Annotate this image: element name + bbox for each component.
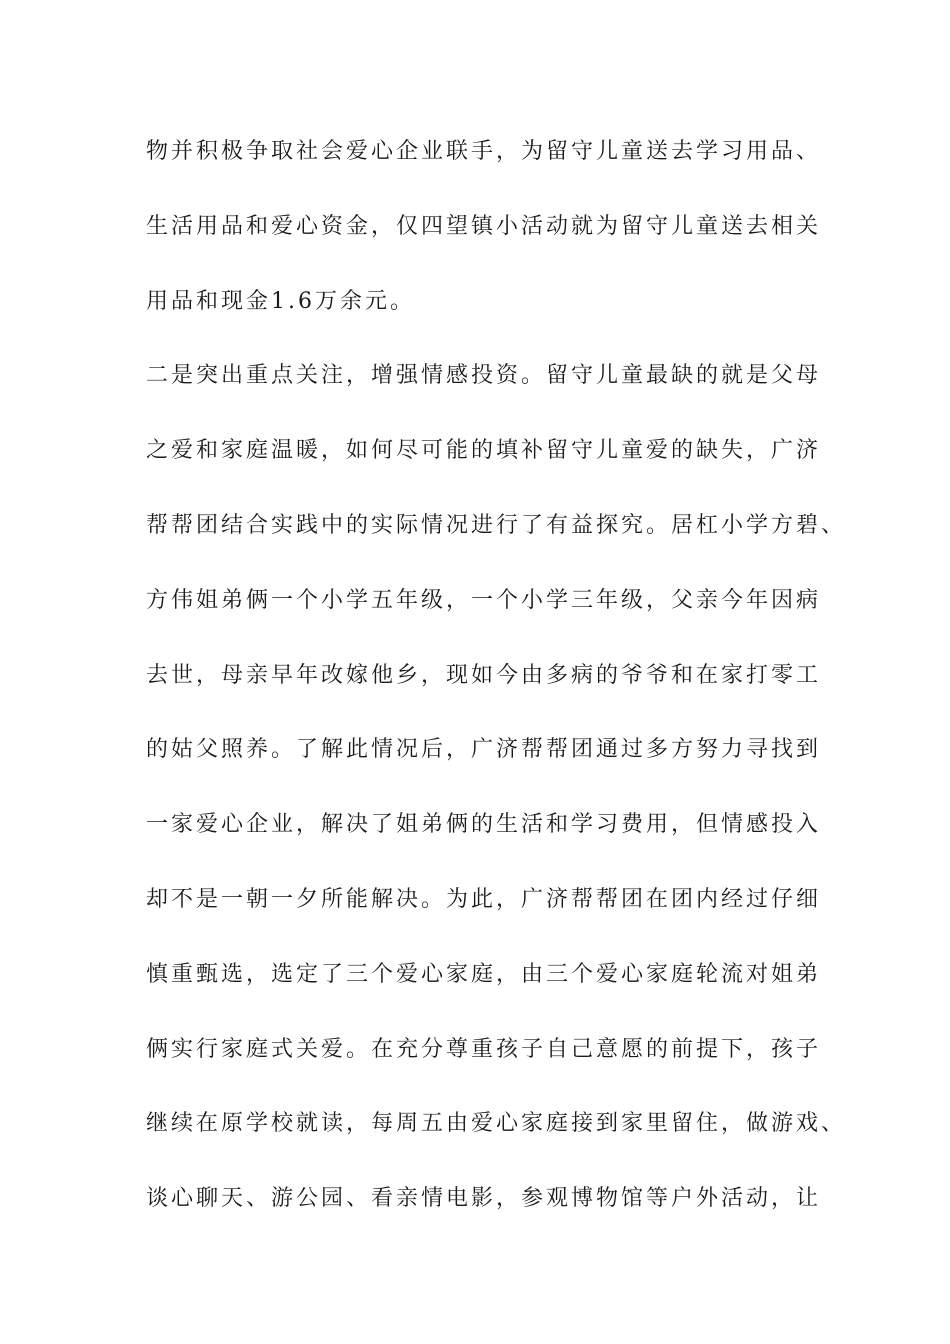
text-line: 去世，母亲早年改嫁他乡，现如今由多病的爷爷和在家打零工	[146, 662, 822, 688]
text-line: 帮帮团结合实践中的实际情况进行了有益探究。居杠小学方碧、	[146, 512, 847, 538]
text-line: 用品和现金1.6万余元。	[146, 288, 415, 314]
text-line: 生活用品和爱心资金，仅四望镇小活动就为留守儿童送去相关	[146, 213, 822, 239]
body-text	[146, 135, 847, 1257]
text-line: 二是突出重点关注，增强情感投资。留守儿童最缺的就是父母	[146, 363, 822, 389]
text-line: 谈心聊天、游公园、看亲情电影，参观博物馆等户外活动，让	[146, 1186, 822, 1212]
text-line: 方伟姐弟俩一个小学五年级，一个小学三年级，父亲今年因病	[146, 587, 822, 613]
text-line: 俩实行家庭式关爱。在充分尊重孩子自己意愿的前提下，孩子	[146, 1036, 822, 1062]
text-line: 物并积极争取社会爱心企业联手，为留守儿童送去学习用品、	[146, 139, 822, 164]
text-line: 之爱和家庭温暖，如何尽可能的填补留守儿童爱的缺失，广济	[146, 438, 822, 464]
text-line: 继续在原学校就读，每周五由爱心家庭接到家里留住，做游戏、	[146, 1111, 847, 1137]
text-line: 的姑父照养。了解此情况后，广济帮帮团通过多方努力寻找到	[146, 737, 822, 763]
text-line: 一家爱心企业，解决了姐弟俩的生活和学习费用，但情感投入	[146, 812, 822, 838]
text-line: 慎重甄选，选定了三个爱心家庭，由三个爱心家庭轮流对姐弟	[146, 961, 822, 987]
text-line: 却不是一朝一夕所能解决。为此，广济帮帮团在团内经过仔细	[146, 886, 822, 912]
